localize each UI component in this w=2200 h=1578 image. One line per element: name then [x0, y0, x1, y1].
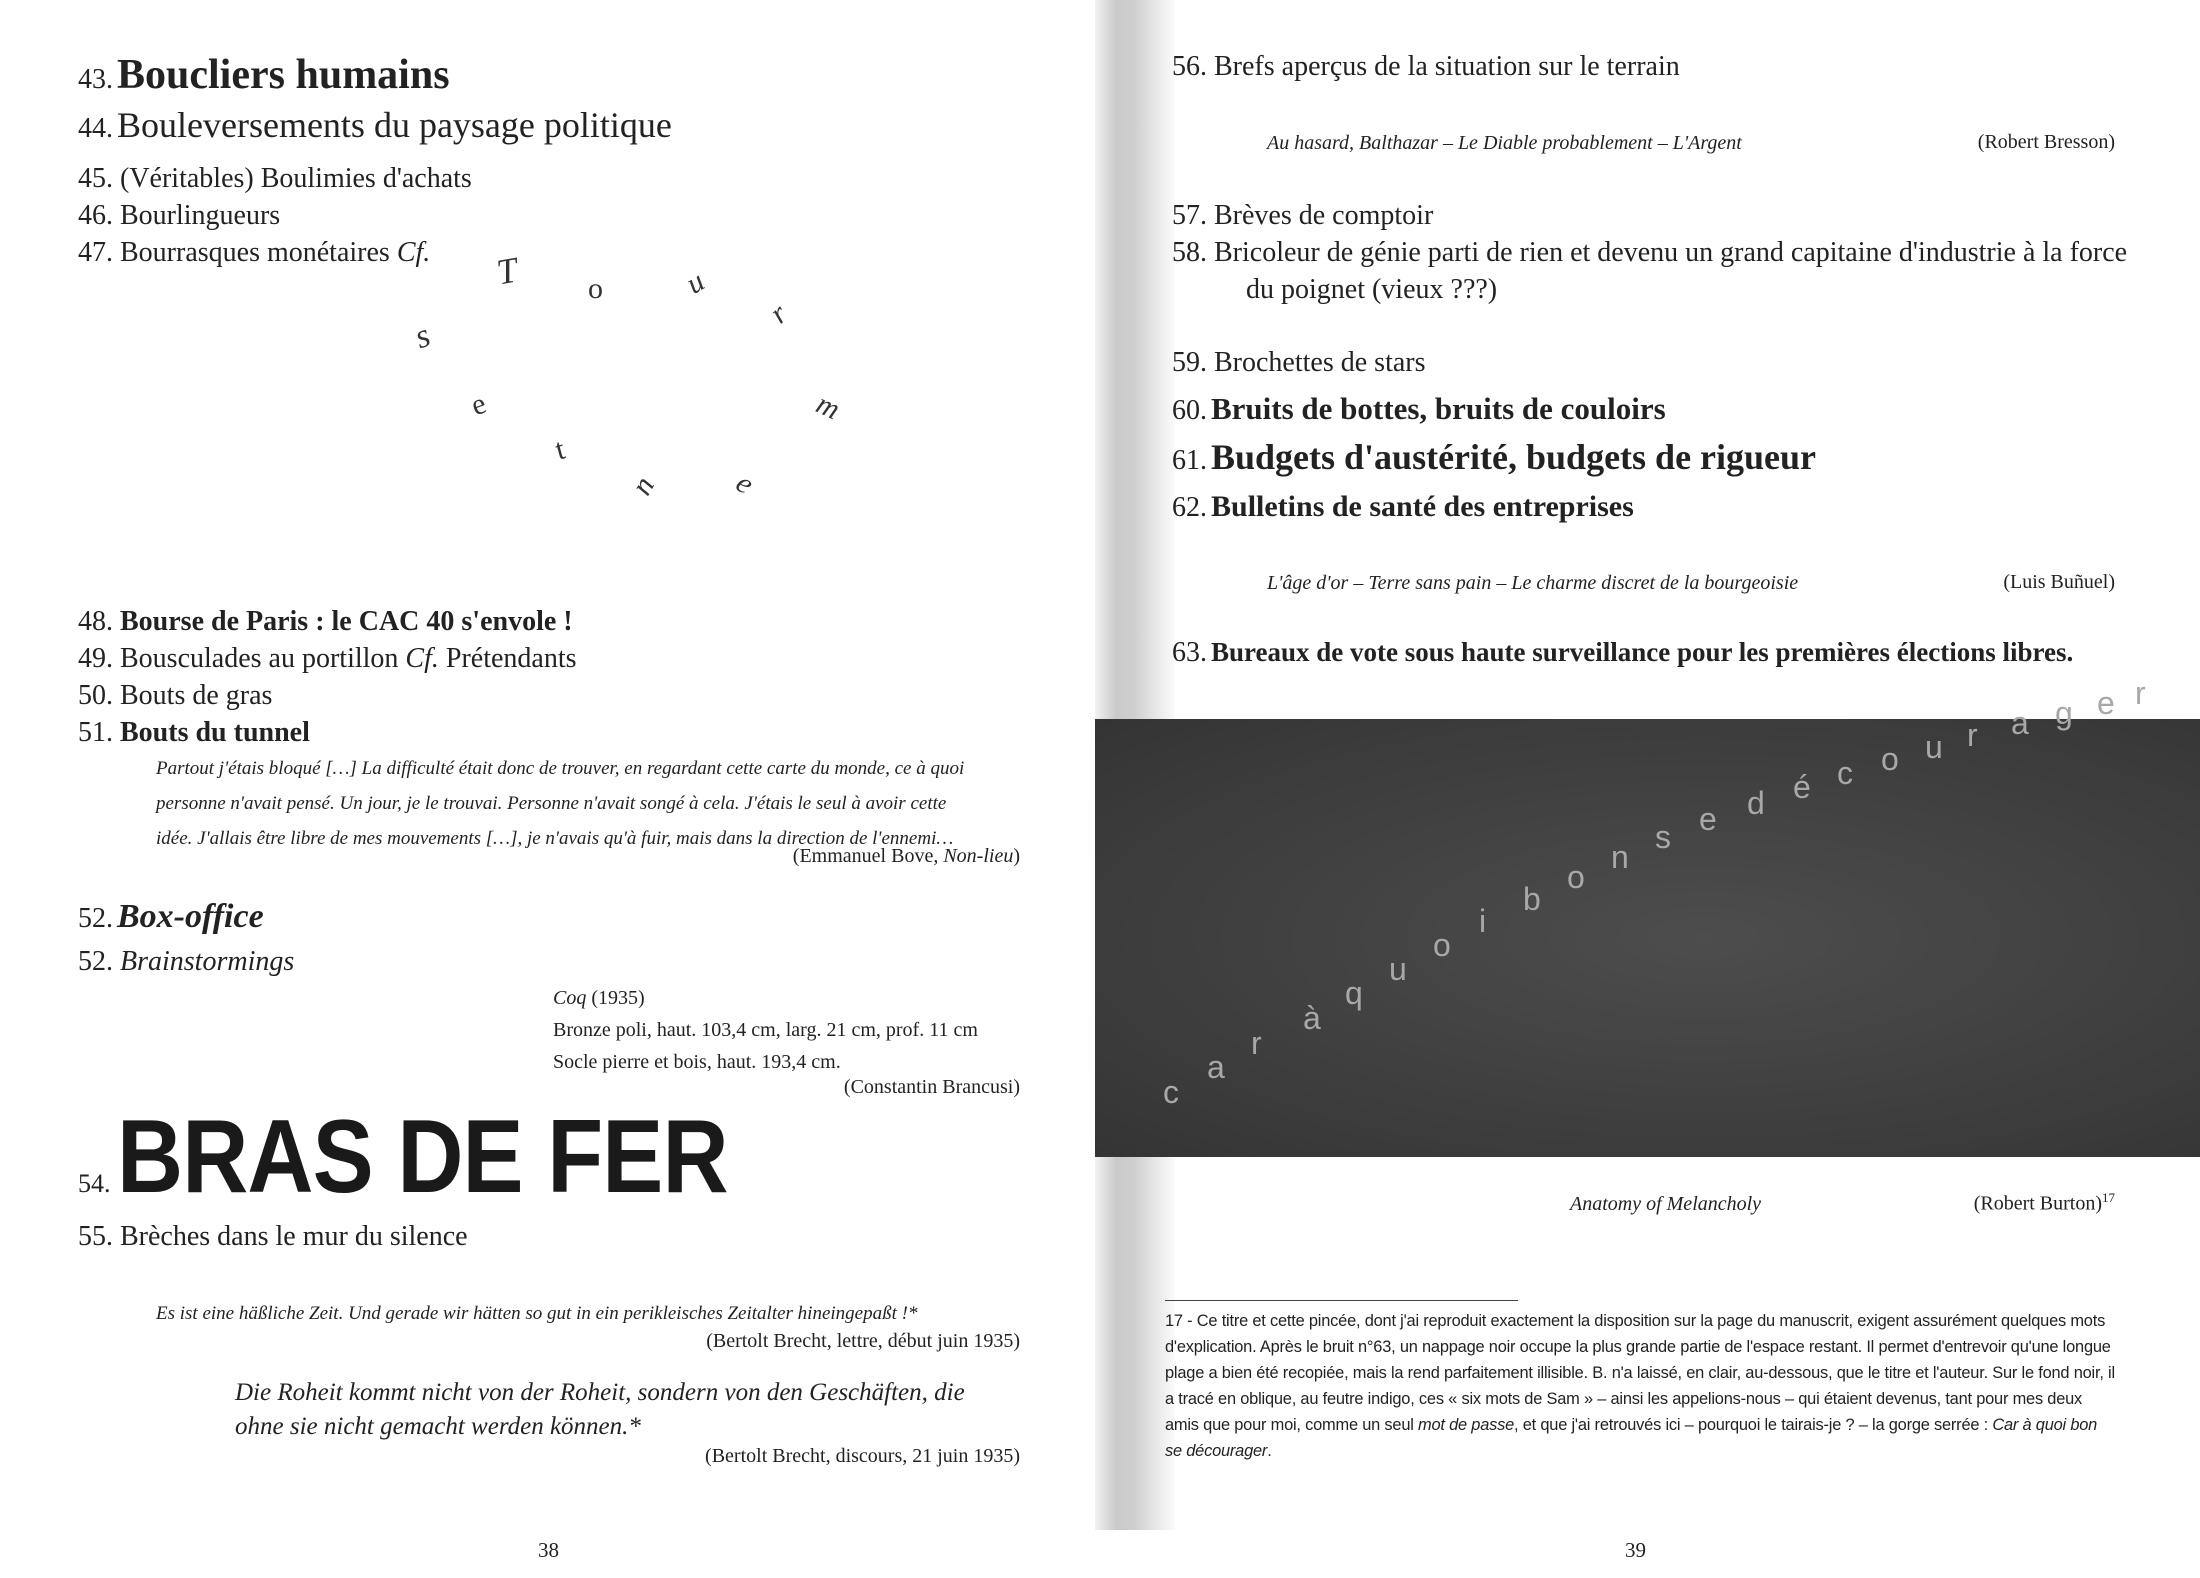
entry-44: 44. Bouleversements du paysage politique — [78, 105, 672, 145]
block-letter: é — [1793, 769, 1811, 805]
block-letter: a — [2011, 705, 2029, 741]
entry-50: 50. Bouts de gras — [78, 680, 273, 711]
bresson-attribution: (Robert Bresson) — [1977, 131, 2115, 153]
entry-43: 43. Boucliers humains — [78, 52, 450, 98]
block-letter: q — [1345, 975, 1363, 1011]
block-letter: a — [1207, 1049, 1225, 1085]
block-letter: i — [1479, 903, 1487, 939]
entry-58-continued: du poignet (vieux ???) — [1246, 274, 1498, 305]
block-letter: o — [1433, 927, 1451, 963]
scatter-letter: t — [551, 432, 569, 467]
entry-48: 48. Bourse de Paris : le CAC 40 s'envole ! — [78, 606, 573, 637]
scatter-letter: m — [811, 387, 845, 427]
entry-56: 56. Brefs aperçus de la situation sur le terrain — [1172, 51, 1680, 82]
right-page — [1095, 0, 2200, 1578]
scatter-letter: T — [493, 249, 521, 293]
bunuel-attribution: (Luis Buñuel) — [2003, 571, 2115, 593]
block-letter: u — [1389, 951, 1407, 987]
entry-46: 46. Bourlingueurs — [78, 200, 281, 231]
block-letter: r — [1967, 717, 1978, 753]
entry-49: 49. Bousculades au portillon Cf. Prétendants — [78, 643, 577, 674]
footnote-17: 17 - Ce titre et cette pincée, dont j'ai reproduit exactement la disposition sur la page du manuscrit, exigent assurément quelques mots d'explication. Après le bruit n°63, un nappage noir occupe la plus grande partie de l'espace restant. Il permet d'entrevoir qu'une longue plage a bien été recopiée, mais la rend parfaitement illisible. B. n'a laissé, en clair, au-dessous, que le titre et l'auteur. Sur le fond noir, il a tracé en oblique, au feutre indigo, ces « six mots de Sam » – ainsi les appelions-nous – qui étaient devenus, tant pour mes deux amis que pour moi, comme un seul mot de passe, et que j'ai retrouvés ici – pourquoi le tairais-je ? – la gorge serrée : Car à quoi bon se décourager. — [1165, 1312, 2115, 1460]
brecht-attribution-2: (Bertolt Brecht, discours, 21 juin 1935) — [705, 1445, 1020, 1467]
page-number-left: 38 — [538, 1538, 559, 1562]
entry-51: 51. Bouts du tunnel — [78, 717, 310, 748]
block-letter: g — [2055, 695, 2073, 731]
block-letter: à — [1303, 1000, 1321, 1036]
block-letter: r — [2135, 675, 2146, 711]
brancusi-attribution: (Constantin Brancusi) — [843, 1076, 1020, 1098]
page-number-right: 39 — [1625, 1538, 1646, 1562]
scatter-letter: u — [680, 264, 710, 301]
entry-57: 57. Brèves de comptoir — [1172, 200, 1434, 231]
burton-title: Anatomy of Melancholy — [1570, 1193, 1762, 1215]
footnote-rule — [1165, 1300, 1518, 1301]
entry-52-brainstormings: 52. Brainstormings — [78, 946, 295, 977]
bove-attribution: (Emmanuel Bove, Non-lieu) — [792, 845, 1020, 867]
left-page — [0, 0, 1095, 1578]
burton-attribution: (Robert Burton)$^{17}$ — [1973, 1190, 2115, 1215]
block-letter: e — [1699, 801, 1717, 837]
entry-62: 62. Bulletins de santé des entreprises — [1172, 490, 1634, 523]
block-letter: s — [1655, 819, 1671, 855]
block-letter: c — [1163, 1074, 1179, 1110]
entry-59: 59. Brochettes de stars — [1172, 347, 1426, 378]
scatter-letter: n — [625, 471, 662, 501]
block-letter: e — [2097, 685, 2115, 721]
entry-63: 63. Bureaux de vote sous haute surveillance pour les premières élections libres. — [1172, 637, 2074, 668]
redaction-block — [1095, 675, 2200, 1157]
block-letter: b — [1523, 881, 1541, 917]
scatter-letter: e — [730, 466, 760, 501]
brancusi-caption: Coq (1935) Bronze poli, haut. 103,4 cm, larg. 21 cm, prof. 11 cm Socle pierre et bois, haut. 193,4 cm. — [553, 987, 978, 1073]
scatter-letter: o — [588, 272, 603, 305]
block-letter: d — [1747, 785, 1765, 821]
entry-47: 47. Bourrasques monétaires Cf. — [78, 237, 431, 268]
brecht-quote-1: Es ist eine häßliche Zeit. Und gerade wir hätten so gut in ein perikleisches Zeitalter hineingepaßt !* — [156, 1303, 918, 1324]
bresson-films: Au hasard, Balthazar – Le Diable probablement – L'Argent — [1267, 132, 1742, 154]
block-letter: c — [1837, 755, 1853, 791]
scatter-letter: s — [409, 316, 435, 357]
scatter-letter: r — [763, 297, 794, 331]
block-letter: r — [1251, 1025, 1262, 1061]
entry-55: 55. Brèches dans le mur du silence — [78, 1221, 468, 1252]
scatter-letter: e — [466, 386, 491, 423]
entry-61: 61. Budgets d'austérité, budgets de rigueur — [1172, 437, 1817, 477]
entry-45: 45. (Véritables) Boulimies d'achats — [78, 163, 472, 194]
brecht-quote-2: Die Roheit kommt nicht von der Roheit, sondern von den Geschäften, die ohne sie nicht gemacht werden können.* — [235, 1379, 965, 1440]
block-letter: u — [1925, 729, 1943, 765]
block-letter: n — [1611, 839, 1629, 875]
entry-52-box-office: 52. Box-office — [78, 898, 264, 935]
bunuel-films: L'âge d'or – Terre sans pain – Le charme discret de la bourgeoisie — [1267, 572, 1799, 594]
brecht-attribution-1: (Bertolt Brecht, lettre, début juin 1935) — [706, 1330, 1020, 1352]
entry-54: 54.BRAS DE FER — [78, 1099, 728, 1215]
bove-quote: Partout j'étais bloqué […] La difficulté était donc de trouver, en regardant cette carte du monde, ce à quoi personne n'avait pensé. Un jour, je le trouvai. Personne n'avait songé à cela. J'étais le seul à avoir cette idée. J'allais être libre de mes mouvements […], je n'avais qu'à fuir, mais dans la direction de l'ennemi… — [156, 758, 965, 849]
entry-60: 60. Bruits de bottes, bruits de couloirs — [1172, 391, 1666, 426]
block-letter: o — [1881, 741, 1899, 777]
entry-58: 58. Bricoleur de génie parti de rien et devenu un grand capitaine d'industrie à la force — [1172, 237, 2128, 268]
block-letter: o — [1567, 859, 1585, 895]
